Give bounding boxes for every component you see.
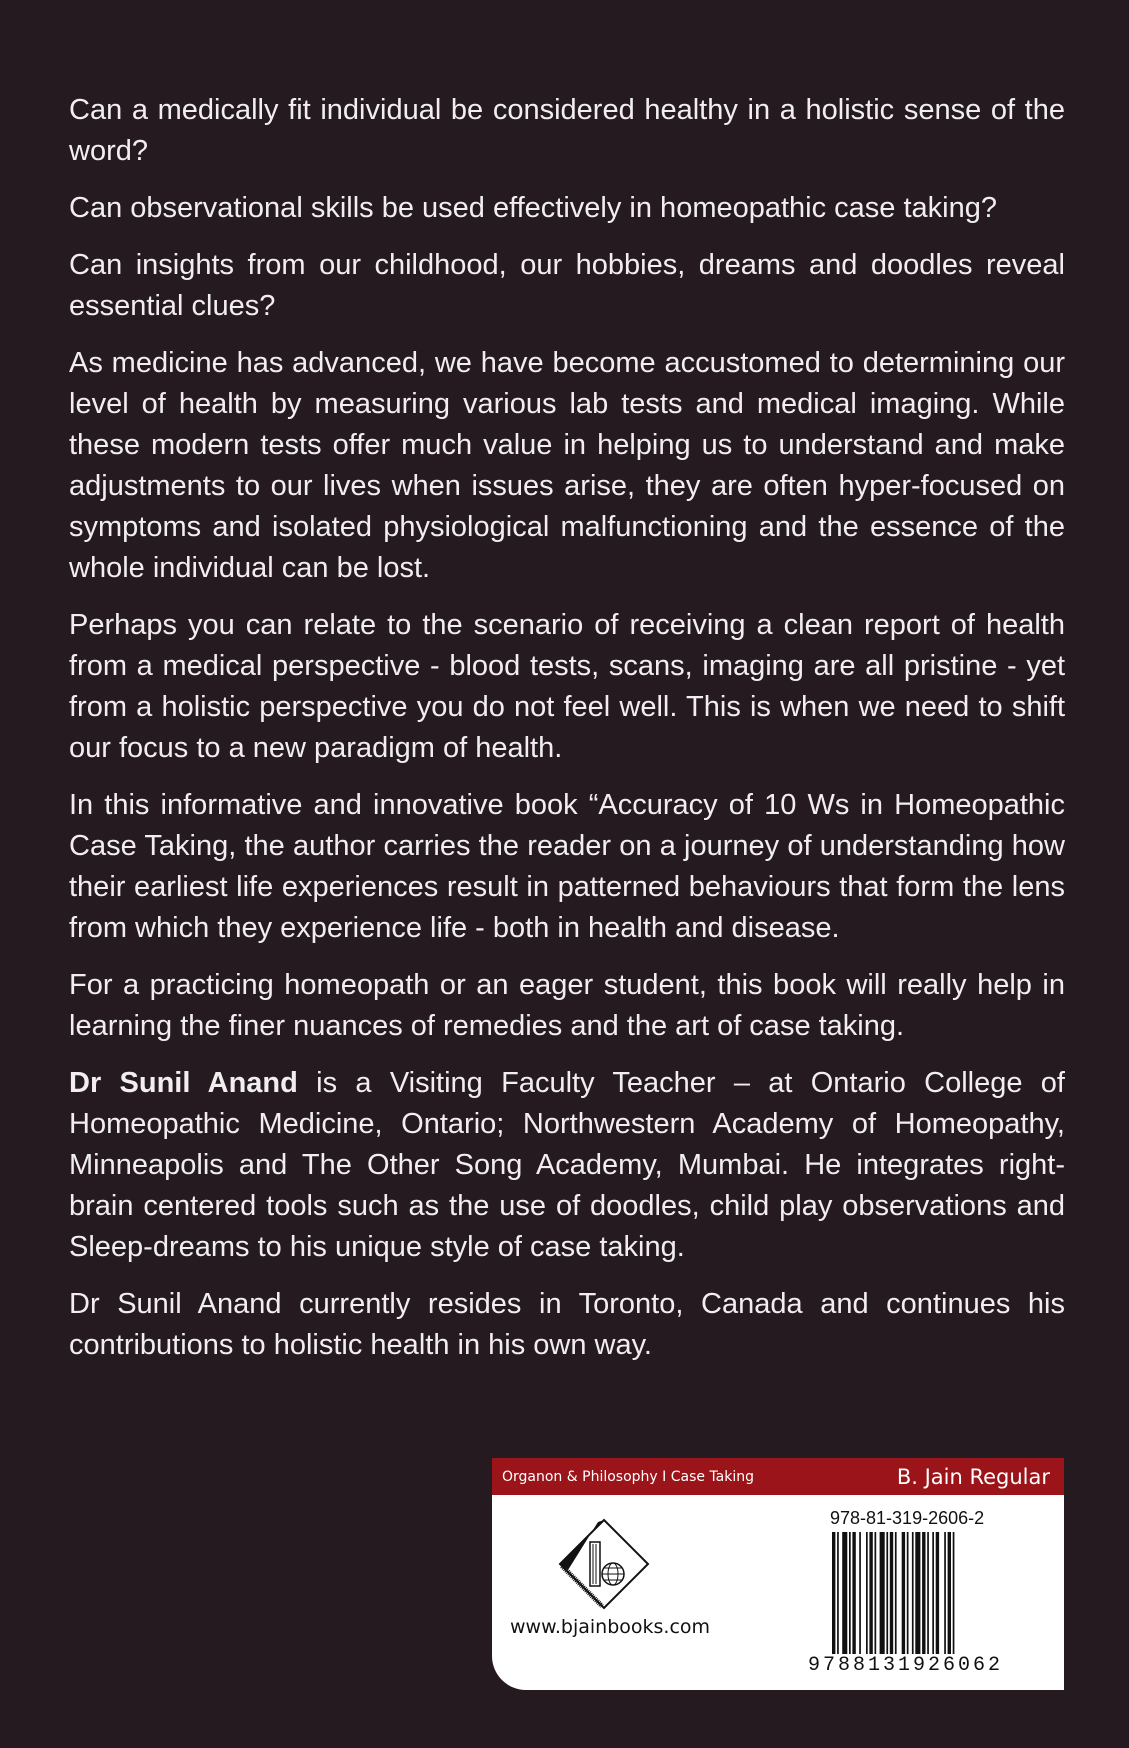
paragraph-audience: For a practicing homeopath or an eager student, this book will really help in learning the finer nuances of remedies and the art of case taking. [69,969,1065,1042]
ean-number: 9788131926062 [808,1654,1004,1677]
barcode-bar [927,1532,929,1654]
barcode-bar [907,1532,909,1654]
question-1: Can a medically fit individual be considered healthy in a holistic sense of the word? [69,94,1065,167]
barcode-bar [953,1532,955,1672]
barcode-bar [902,1532,905,1654]
paragraph-book: In this informative and innovative book “Accuracy of 10 Ws in Homeopathic Case Taking, the author carries the reader on a journey of understanding how their earliest life experiences result in patterned behaviours that form the lens from which they experience life - both in health and disease. [69,789,1065,944]
website-link[interactable]: www.bjainbooks.com [510,1616,711,1638]
question-2: Can observational skills be used effectively in homeopathic case taking? [69,192,997,224]
author-bio-text: is a Visiting Faculty Teacher – at Ontario College of Homeopathic Medicine, Ontario; Northwestern Academy of Homeopathy, Minneapolis and The Other Song Academy, Mumbai. He integrates right-brain centered tools such as the use of doodles, child play observations and Sleep-dreams to his unique style of case taking. [69,1067,1065,1263]
barcode [830,1532,1006,1672]
barcode-bar [912,1532,914,1654]
back-cover-text [69,90,1065,1382]
barcode-bar [895,1532,897,1672]
closing-paragraph: Dr Sunil Anand currently resides in Toronto, Canada and continues his contributions to holistic health in his own way. [69,1288,1065,1361]
barcode-bar [875,1532,877,1654]
barcode-bar [859,1532,861,1654]
category-bar [492,1458,1064,1495]
barcode-bar [837,1532,839,1672]
publisher-box [492,1458,1064,1690]
barcode-bar [866,1532,868,1654]
barcode-bar [890,1532,893,1654]
barcode-bar [842,1532,847,1654]
barcode-bar [852,1532,855,1654]
series-label: B. Jain Regular [896,1464,1050,1489]
barcode-bar [832,1532,835,1672]
category-label: Organon & Philosophy I Case Taking [502,1468,754,1485]
barcode-bar [932,1532,934,1654]
barcode-bar [915,1532,920,1654]
question-3: Can insights from our childhood, our hobbies, dreams and doodles reveal essential clues? [69,249,1065,322]
isbn-number: 978-81-319-2606-2 [830,1508,985,1528]
barcode-bar [922,1532,925,1654]
publisher-logo-icon [558,1518,650,1610]
author-name: Dr Sunil Anand [69,1067,298,1099]
barcode-bar [886,1532,888,1654]
paragraph-medicine: As medicine has advanced, we have become accustomed to determining our level of health by measuring various lab tests and medical imaging. While these modern tests offer much value in helping us to understand and make adjustments to our lives when issues arise, they are often hyper-focused on symptoms and isolated physiological malfunctioning and the essence of the whole individual can be lost. [69,347,1065,584]
barcode-bar [948,1532,951,1654]
barcode-bar [880,1532,885,1654]
barcode-bar [944,1532,946,1654]
barcode-bar [849,1532,851,1654]
barcode-bar [869,1532,872,1654]
author-bio [69,1063,1065,1268]
paragraph-scenario: Perhaps you can relate to the scenario of receiving a clean report of health from a medical perspective - blood tests, scans, imaging are all pristine - yet from a holistic perspective you do not feel well. This is when we need to shift our focus to a new paradigm of health. [69,609,1065,764]
barcode-bar [936,1532,939,1654]
ean-digits [808,1654,1003,1677]
